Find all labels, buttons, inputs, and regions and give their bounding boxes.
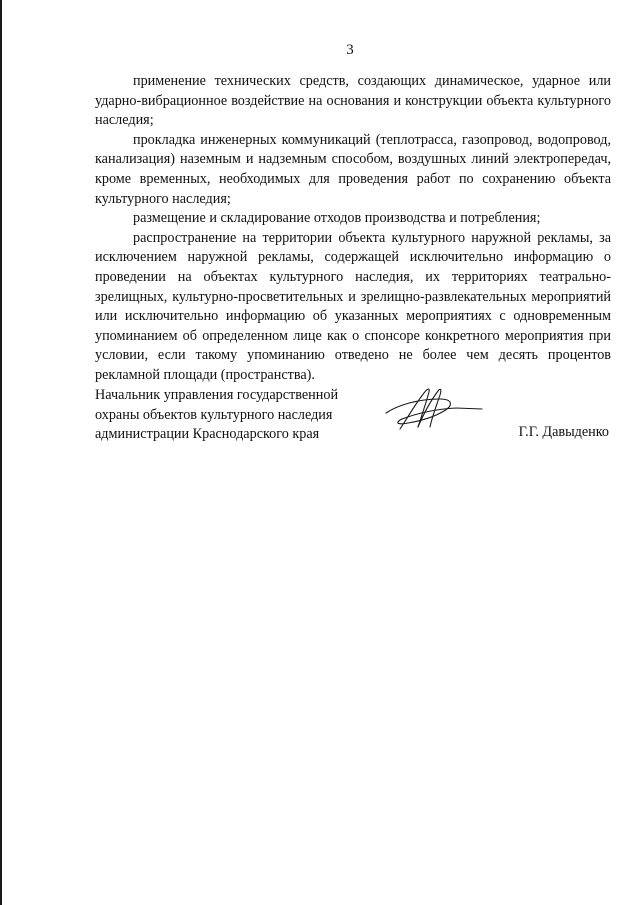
signatory-name: Г.Г. Давыденко	[518, 424, 609, 440]
signatory-position	[95, 386, 338, 445]
signatory-position-line: охраны объектов культурного наследия	[95, 406, 333, 423]
paragraph-advertising: распространение на территории объекта культурного наружной рекламы, за исключением наружной рекламы, содержащей исключительно информацию о проведении на объектах культурного наследия, их территориях театрально-зрелищных, культурно-просветительных и зрелищно-развлекательных мероприятий или исключительно информацию об указанных мероприятиях с одновременным упоминанием об определенном лице как о спонсоре конкретного мероприятия при условии, если такому упоминанию отведено не более чем десять процентов рекламной площади (пространства).	[95, 229, 611, 383]
page-number: 3	[346, 42, 354, 58]
signatory-position-line: Начальник управления государственной	[95, 387, 339, 403]
signatory-position-line: администрации Краснодарского края	[95, 426, 320, 443]
paragraph-utilities: прокладка инженерных коммуникаций (теплотрасса, газопровод, водопровод, канализация) наземным и надземным способом, воздушных линий электропередач, кроме временных, необходимых для проведения работ по сохранению объекта культурного наследия;	[95, 131, 611, 207]
paragraph-waste: размещение и складирование отходов производства и потребления;	[133, 210, 541, 227]
handwritten-signature	[378, 383, 488, 435]
paragraph-technical-means: применение технических средств, создающих динамическое, ударное или ударно-вибрационное воздействие на основания и конструкции объекта культурного наследия;	[95, 73, 611, 129]
page-left-border	[0, 0, 2, 905]
document-body	[95, 72, 611, 386]
